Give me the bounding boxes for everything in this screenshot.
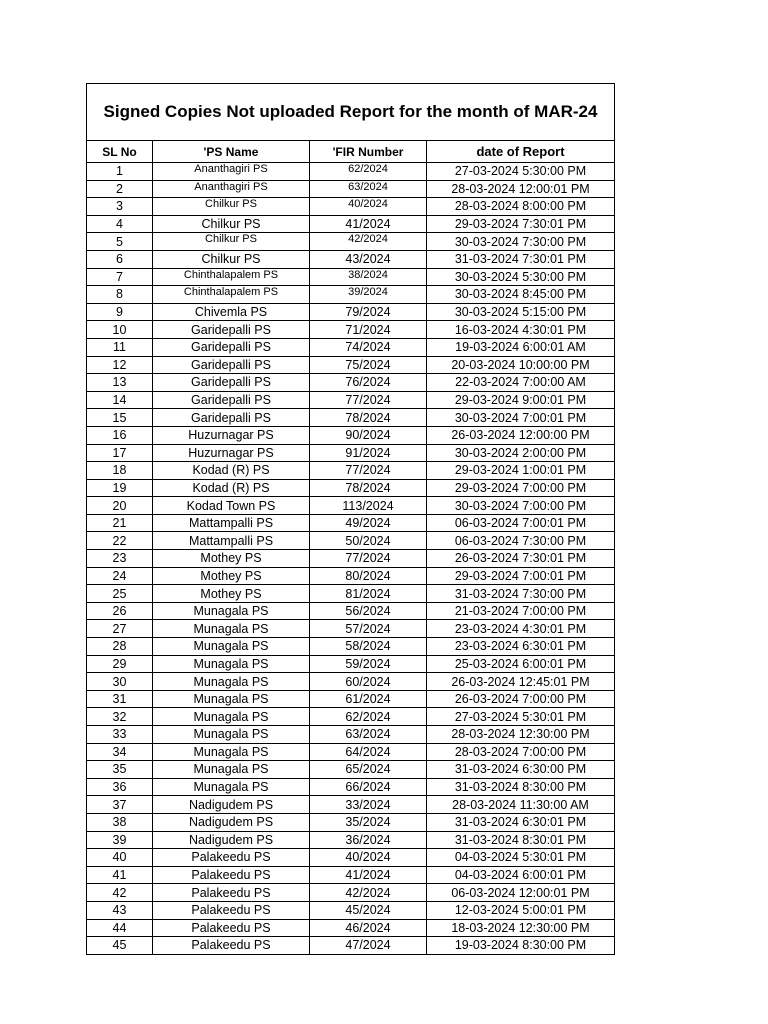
cell-ps-name: Chilkur PS bbox=[153, 233, 310, 251]
cell-fir-number: 41/2024 bbox=[310, 866, 427, 884]
cell-fir-number: 81/2024 bbox=[310, 585, 427, 603]
table-row bbox=[87, 620, 615, 638]
cell-sl-no: 31 bbox=[87, 690, 153, 708]
cell-fir-number: 91/2024 bbox=[310, 444, 427, 462]
cell-fir-number: 56/2024 bbox=[310, 602, 427, 620]
cell-date-of-report: 26-03-2024 12:45:01 PM bbox=[427, 673, 615, 691]
cell-date-of-report: 30-03-2024 5:30:00 PM bbox=[427, 268, 615, 286]
cell-ps-name: Mattampalli PS bbox=[153, 514, 310, 532]
cell-fir-number: 65/2024 bbox=[310, 761, 427, 779]
cell-sl-no: 16 bbox=[87, 426, 153, 444]
cell-fir-number: 79/2024 bbox=[310, 303, 427, 321]
cell-sl-no: 25 bbox=[87, 585, 153, 603]
cell-ps-name: Chilkur PS bbox=[153, 250, 310, 268]
table-row bbox=[87, 919, 615, 937]
cell-fir-number: 71/2024 bbox=[310, 321, 427, 339]
cell-sl-no: 4 bbox=[87, 215, 153, 233]
report-body bbox=[87, 163, 615, 955]
cell-date-of-report: 29-03-2024 7:30:01 PM bbox=[427, 215, 615, 233]
cell-date-of-report: 31-03-2024 7:30:01 PM bbox=[427, 250, 615, 268]
cell-ps-name: Huzurnagar PS bbox=[153, 444, 310, 462]
table-row bbox=[87, 180, 615, 198]
cell-fir-number: 64/2024 bbox=[310, 743, 427, 761]
cell-sl-no: 36 bbox=[87, 778, 153, 796]
cell-sl-no: 29 bbox=[87, 655, 153, 673]
cell-date-of-report: 26-03-2024 7:00:00 PM bbox=[427, 690, 615, 708]
cell-fir-number: 38/2024 bbox=[310, 268, 427, 286]
cell-sl-no: 24 bbox=[87, 567, 153, 585]
cell-ps-name: Garidepalli PS bbox=[153, 356, 310, 374]
column-header-ps-name: 'PS Name bbox=[153, 141, 310, 163]
cell-ps-name: Munagala PS bbox=[153, 638, 310, 656]
cell-fir-number: 36/2024 bbox=[310, 831, 427, 849]
cell-ps-name: Kodad (R) PS bbox=[153, 479, 310, 497]
cell-ps-name: Kodad Town PS bbox=[153, 497, 310, 515]
cell-date-of-report: 22-03-2024 7:00:00 AM bbox=[427, 374, 615, 392]
table-row bbox=[87, 374, 615, 392]
cell-fir-number: 63/2024 bbox=[310, 726, 427, 744]
cell-fir-number: 66/2024 bbox=[310, 778, 427, 796]
cell-date-of-report: 31-03-2024 6:30:01 PM bbox=[427, 813, 615, 831]
cell-fir-number: 90/2024 bbox=[310, 426, 427, 444]
table-row bbox=[87, 426, 615, 444]
table-row bbox=[87, 813, 615, 831]
cell-date-of-report: 18-03-2024 12:30:00 PM bbox=[427, 919, 615, 937]
cell-sl-no: 27 bbox=[87, 620, 153, 638]
cell-date-of-report: 31-03-2024 8:30:01 PM bbox=[427, 831, 615, 849]
cell-fir-number: 35/2024 bbox=[310, 813, 427, 831]
cell-fir-number: 40/2024 bbox=[310, 849, 427, 867]
table-row bbox=[87, 338, 615, 356]
cell-sl-no: 28 bbox=[87, 638, 153, 656]
cell-date-of-report: 30-03-2024 8:45:00 PM bbox=[427, 286, 615, 304]
table-row bbox=[87, 497, 615, 515]
cell-date-of-report: 06-03-2024 7:30:00 PM bbox=[427, 532, 615, 550]
table-row bbox=[87, 690, 615, 708]
cell-sl-no: 41 bbox=[87, 866, 153, 884]
cell-sl-no: 15 bbox=[87, 409, 153, 427]
cell-ps-name: Munagala PS bbox=[153, 673, 310, 691]
cell-ps-name: Nadigudem PS bbox=[153, 796, 310, 814]
cell-date-of-report: 28-03-2024 8:00:00 PM bbox=[427, 198, 615, 216]
cell-date-of-report: 28-03-2024 11:30:00 AM bbox=[427, 796, 615, 814]
cell-date-of-report: 19-03-2024 8:30:00 PM bbox=[427, 937, 615, 955]
cell-date-of-report: 29-03-2024 1:00:01 PM bbox=[427, 462, 615, 480]
cell-date-of-report: 28-03-2024 7:00:00 PM bbox=[427, 743, 615, 761]
cell-fir-number: 41/2024 bbox=[310, 215, 427, 233]
cell-ps-name: Chilkur PS bbox=[153, 215, 310, 233]
cell-date-of-report: 28-03-2024 12:00:01 PM bbox=[427, 180, 615, 198]
cell-fir-number: 59/2024 bbox=[310, 655, 427, 673]
table-row bbox=[87, 778, 615, 796]
cell-ps-name: Palakeedu PS bbox=[153, 937, 310, 955]
cell-fir-number: 60/2024 bbox=[310, 673, 427, 691]
cell-fir-number: 42/2024 bbox=[310, 884, 427, 902]
cell-sl-no: 45 bbox=[87, 937, 153, 955]
cell-sl-no: 40 bbox=[87, 849, 153, 867]
cell-date-of-report: 26-03-2024 7:30:01 PM bbox=[427, 550, 615, 568]
cell-sl-no: 35 bbox=[87, 761, 153, 779]
table-row bbox=[87, 356, 615, 374]
table-row bbox=[87, 884, 615, 902]
table-row bbox=[87, 286, 615, 304]
table-row bbox=[87, 250, 615, 268]
cell-date-of-report: 31-03-2024 6:30:00 PM bbox=[427, 761, 615, 779]
cell-date-of-report: 29-03-2024 7:00:01 PM bbox=[427, 567, 615, 585]
cell-sl-no: 44 bbox=[87, 919, 153, 937]
table-row bbox=[87, 901, 615, 919]
table-row bbox=[87, 462, 615, 480]
table-row bbox=[87, 726, 615, 744]
cell-fir-number: 75/2024 bbox=[310, 356, 427, 374]
cell-date-of-report: 29-03-2024 7:00:00 PM bbox=[427, 479, 615, 497]
cell-sl-no: 43 bbox=[87, 901, 153, 919]
cell-fir-number: 78/2024 bbox=[310, 409, 427, 427]
cell-ps-name: Munagala PS bbox=[153, 602, 310, 620]
cell-fir-number: 80/2024 bbox=[310, 567, 427, 585]
cell-date-of-report: 04-03-2024 6:00:01 PM bbox=[427, 866, 615, 884]
cell-fir-number: 61/2024 bbox=[310, 690, 427, 708]
table-row bbox=[87, 796, 615, 814]
cell-fir-number: 50/2024 bbox=[310, 532, 427, 550]
cell-sl-no: 30 bbox=[87, 673, 153, 691]
table-row bbox=[87, 567, 615, 585]
cell-date-of-report: 21-03-2024 7:00:00 PM bbox=[427, 602, 615, 620]
cell-ps-name: Munagala PS bbox=[153, 620, 310, 638]
cell-fir-number: 42/2024 bbox=[310, 233, 427, 251]
cell-ps-name: Garidepalli PS bbox=[153, 391, 310, 409]
cell-ps-name: Garidepalli PS bbox=[153, 409, 310, 427]
table-row bbox=[87, 866, 615, 884]
cell-ps-name: Chinthalapalem PS bbox=[153, 286, 310, 304]
table-row bbox=[87, 585, 615, 603]
cell-sl-no: 1 bbox=[87, 163, 153, 181]
table-row bbox=[87, 638, 615, 656]
cell-date-of-report: 23-03-2024 6:30:01 PM bbox=[427, 638, 615, 656]
table-row bbox=[87, 321, 615, 339]
cell-sl-no: 34 bbox=[87, 743, 153, 761]
cell-date-of-report: 30-03-2024 7:00:00 PM bbox=[427, 497, 615, 515]
cell-sl-no: 12 bbox=[87, 356, 153, 374]
cell-sl-no: 39 bbox=[87, 831, 153, 849]
cell-ps-name: Chilkur PS bbox=[153, 198, 310, 216]
cell-fir-number: 62/2024 bbox=[310, 708, 427, 726]
cell-fir-number: 39/2024 bbox=[310, 286, 427, 304]
header-row bbox=[87, 141, 615, 163]
cell-sl-no: 7 bbox=[87, 268, 153, 286]
cell-date-of-report: 30-03-2024 5:15:00 PM bbox=[427, 303, 615, 321]
cell-fir-number: 63/2024 bbox=[310, 180, 427, 198]
cell-date-of-report: 27-03-2024 5:30:00 PM bbox=[427, 163, 615, 181]
cell-fir-number: 62/2024 bbox=[310, 163, 427, 181]
cell-ps-name: Palakeedu PS bbox=[153, 866, 310, 884]
cell-date-of-report: 20-03-2024 10:00:00 PM bbox=[427, 356, 615, 374]
cell-ps-name: Munagala PS bbox=[153, 655, 310, 673]
report-title: Signed Copies Not uploaded Report for the month of MAR-24 bbox=[87, 84, 615, 141]
cell-sl-no: 38 bbox=[87, 813, 153, 831]
cell-fir-number: 58/2024 bbox=[310, 638, 427, 656]
table-row bbox=[87, 514, 615, 532]
cell-sl-no: 42 bbox=[87, 884, 153, 902]
cell-date-of-report: 28-03-2024 12:30:00 PM bbox=[427, 726, 615, 744]
cell-fir-number: 113/2024 bbox=[310, 497, 427, 515]
cell-ps-name: Mothey PS bbox=[153, 585, 310, 603]
table-row bbox=[87, 743, 615, 761]
cell-ps-name: Palakeedu PS bbox=[153, 901, 310, 919]
cell-date-of-report: 27-03-2024 5:30:01 PM bbox=[427, 708, 615, 726]
cell-ps-name: Palakeedu PS bbox=[153, 919, 310, 937]
cell-ps-name: Munagala PS bbox=[153, 761, 310, 779]
column-header-sl-no: SL No bbox=[87, 141, 153, 163]
cell-sl-no: 9 bbox=[87, 303, 153, 321]
cell-sl-no: 2 bbox=[87, 180, 153, 198]
cell-sl-no: 18 bbox=[87, 462, 153, 480]
cell-ps-name: Munagala PS bbox=[153, 726, 310, 744]
table-row bbox=[87, 708, 615, 726]
cell-fir-number: 77/2024 bbox=[310, 391, 427, 409]
cell-fir-number: 46/2024 bbox=[310, 919, 427, 937]
table-row bbox=[87, 673, 615, 691]
cell-sl-no: 6 bbox=[87, 250, 153, 268]
table-row bbox=[87, 849, 615, 867]
cell-fir-number: 43/2024 bbox=[310, 250, 427, 268]
cell-date-of-report: 04-03-2024 5:30:01 PM bbox=[427, 849, 615, 867]
cell-ps-name: Chinthalapalem PS bbox=[153, 268, 310, 286]
cell-sl-no: 5 bbox=[87, 233, 153, 251]
cell-date-of-report: 16-03-2024 4:30:01 PM bbox=[427, 321, 615, 339]
cell-date-of-report: 06-03-2024 12:00:01 PM bbox=[427, 884, 615, 902]
cell-date-of-report: 23-03-2024 4:30:01 PM bbox=[427, 620, 615, 638]
cell-sl-no: 20 bbox=[87, 497, 153, 515]
title-row bbox=[87, 84, 615, 141]
column-header-date-of-report: date of Report bbox=[427, 141, 615, 163]
table-row bbox=[87, 655, 615, 673]
cell-fir-number: 40/2024 bbox=[310, 198, 427, 216]
cell-date-of-report: 19-03-2024 6:00:01 AM bbox=[427, 338, 615, 356]
table-row bbox=[87, 303, 615, 321]
table-row bbox=[87, 937, 615, 955]
cell-ps-name: Mothey PS bbox=[153, 567, 310, 585]
cell-fir-number: 77/2024 bbox=[310, 550, 427, 568]
cell-fir-number: 45/2024 bbox=[310, 901, 427, 919]
table-row bbox=[87, 831, 615, 849]
cell-fir-number: 47/2024 bbox=[310, 937, 427, 955]
cell-ps-name: Garidepalli PS bbox=[153, 321, 310, 339]
cell-sl-no: 21 bbox=[87, 514, 153, 532]
cell-ps-name: Nadigudem PS bbox=[153, 813, 310, 831]
cell-ps-name: Munagala PS bbox=[153, 743, 310, 761]
cell-ps-name: Ananthagiri PS bbox=[153, 180, 310, 198]
cell-ps-name: Munagala PS bbox=[153, 778, 310, 796]
cell-ps-name: Munagala PS bbox=[153, 708, 310, 726]
table-row bbox=[87, 550, 615, 568]
table-row bbox=[87, 444, 615, 462]
cell-sl-no: 11 bbox=[87, 338, 153, 356]
cell-fir-number: 78/2024 bbox=[310, 479, 427, 497]
cell-sl-no: 23 bbox=[87, 550, 153, 568]
table-row bbox=[87, 233, 615, 251]
cell-ps-name: Garidepalli PS bbox=[153, 338, 310, 356]
cell-date-of-report: 30-03-2024 7:00:01 PM bbox=[427, 409, 615, 427]
cell-fir-number: 76/2024 bbox=[310, 374, 427, 392]
cell-date-of-report: 26-03-2024 12:00:00 PM bbox=[427, 426, 615, 444]
cell-date-of-report: 30-03-2024 2:00:00 PM bbox=[427, 444, 615, 462]
cell-ps-name: Munagala PS bbox=[153, 690, 310, 708]
table-row bbox=[87, 532, 615, 550]
cell-sl-no: 17 bbox=[87, 444, 153, 462]
table-row bbox=[87, 602, 615, 620]
cell-ps-name: Palakeedu PS bbox=[153, 849, 310, 867]
cell-ps-name: Nadigudem PS bbox=[153, 831, 310, 849]
column-header-fir-number: 'FIR Number bbox=[310, 141, 427, 163]
cell-date-of-report: 30-03-2024 7:30:00 PM bbox=[427, 233, 615, 251]
cell-fir-number: 74/2024 bbox=[310, 338, 427, 356]
cell-date-of-report: 25-03-2024 6:00:01 PM bbox=[427, 655, 615, 673]
cell-fir-number: 49/2024 bbox=[310, 514, 427, 532]
cell-date-of-report: 12-03-2024 5:00:01 PM bbox=[427, 901, 615, 919]
cell-sl-no: 8 bbox=[87, 286, 153, 304]
cell-ps-name: Chivemla PS bbox=[153, 303, 310, 321]
table-row bbox=[87, 761, 615, 779]
table-row bbox=[87, 391, 615, 409]
cell-sl-no: 32 bbox=[87, 708, 153, 726]
cell-fir-number: 77/2024 bbox=[310, 462, 427, 480]
cell-date-of-report: 06-03-2024 7:00:01 PM bbox=[427, 514, 615, 532]
cell-sl-no: 19 bbox=[87, 479, 153, 497]
cell-date-of-report: 31-03-2024 8:30:00 PM bbox=[427, 778, 615, 796]
cell-sl-no: 37 bbox=[87, 796, 153, 814]
cell-sl-no: 26 bbox=[87, 602, 153, 620]
cell-ps-name: Kodad (R) PS bbox=[153, 462, 310, 480]
cell-sl-no: 14 bbox=[87, 391, 153, 409]
cell-sl-no: 33 bbox=[87, 726, 153, 744]
table-row bbox=[87, 479, 615, 497]
cell-sl-no: 10 bbox=[87, 321, 153, 339]
table-row bbox=[87, 215, 615, 233]
cell-sl-no: 3 bbox=[87, 198, 153, 216]
cell-date-of-report: 31-03-2024 7:30:00 PM bbox=[427, 585, 615, 603]
cell-sl-no: 22 bbox=[87, 532, 153, 550]
cell-sl-no: 13 bbox=[87, 374, 153, 392]
report-table bbox=[86, 83, 615, 955]
table-row bbox=[87, 163, 615, 181]
cell-fir-number: 57/2024 bbox=[310, 620, 427, 638]
table-row bbox=[87, 268, 615, 286]
cell-ps-name: Garidepalli PS bbox=[153, 374, 310, 392]
cell-ps-name: Mothey PS bbox=[153, 550, 310, 568]
cell-ps-name: Mattampalli PS bbox=[153, 532, 310, 550]
cell-ps-name: Ananthagiri PS bbox=[153, 163, 310, 181]
table-row bbox=[87, 409, 615, 427]
cell-ps-name: Huzurnagar PS bbox=[153, 426, 310, 444]
table-row bbox=[87, 198, 615, 216]
cell-date-of-report: 29-03-2024 9:00:01 PM bbox=[427, 391, 615, 409]
cell-fir-number: 33/2024 bbox=[310, 796, 427, 814]
cell-ps-name: Palakeedu PS bbox=[153, 884, 310, 902]
